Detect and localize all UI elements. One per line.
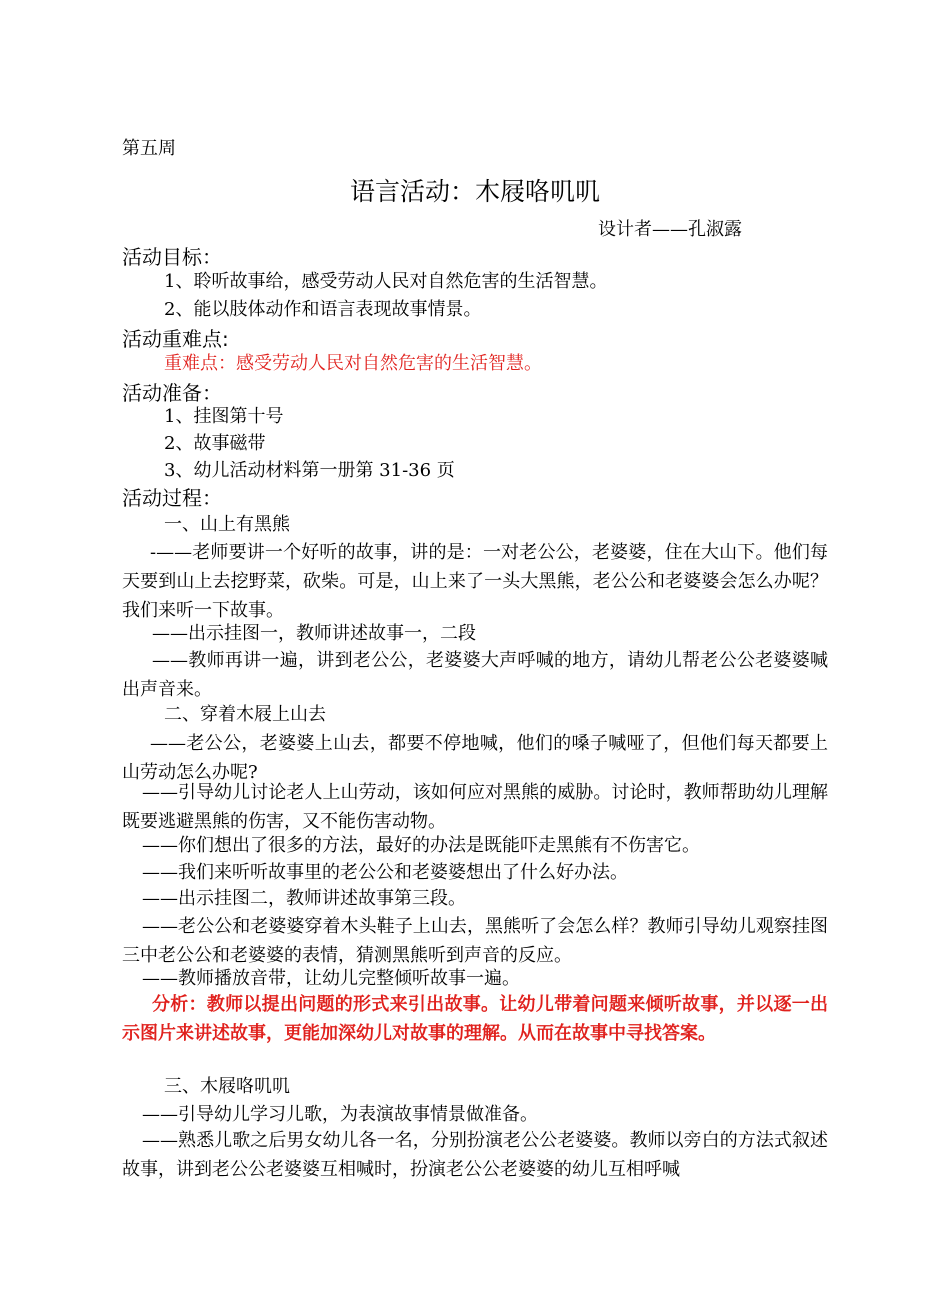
paragraph: ——教师播放音带，让幼儿完整倾听故事一遍。	[142, 968, 520, 989]
section-title: 二、穿着木屐上山去	[164, 704, 326, 725]
paragraph: ——我们来听听故事里的老公公和老婆婆想出了什么好办法。	[142, 862, 628, 883]
prep-item: 2、故事磁带	[164, 433, 266, 454]
prep-heading: 活动准备：	[122, 381, 222, 405]
prep-item: 1、挂图第十号	[164, 406, 284, 427]
page-title: 语言活动：木屐咯叽叽	[349, 177, 600, 206]
paragraph: -——老师要讲一个好听的故事，讲的是：一对老公公，老婆婆，住在大山下。他们每天要到山上去挖野菜，砍柴。可是，山上来了一头大黑熊，老公公和老婆婆会怎么办呢？我们来听一下故事。	[122, 542, 828, 621]
goal-item: 1、聆听故事给，感受劳动人民对自然危害的生活智慧。	[164, 271, 608, 292]
paragraph: ——你们想出了很多的方法，最好的办法是既能吓走黑熊有不伤害它。	[142, 835, 700, 856]
paragraph: ——老公公和老婆婆穿着木头鞋子上山去，黑熊听了会怎么样？教师引导幼儿观察挂图三中老公公和老婆婆的表情，猜测黑熊听到声音的反应。	[122, 916, 828, 966]
paragraph: ——熟悉儿歌之后男女幼儿各一名，分别扮演老公公老婆婆。教师以旁白的方法式叙述故事，讲到老公公老婆婆互相喊时，扮演老公公老婆婆的幼儿互相呼喊	[122, 1130, 828, 1180]
paragraph: ——出示挂图一，教师讲述故事一，二段	[152, 623, 476, 644]
goals-heading: 活动目标：	[122, 245, 222, 269]
paragraph: ——老公公，老婆婆上山去，都要不停地喊，他们的嗓子喊哑了，但他们每天都要上山劳动怎么办呢?	[122, 733, 828, 783]
process-heading: 活动过程：	[122, 486, 222, 510]
paragraph: ——引导幼儿学习儿歌，为表演故事情景做准备。	[142, 1104, 538, 1125]
week-label: 第五周	[122, 138, 176, 159]
paragraph: ——教师再讲一遍，讲到老公公，老婆婆大声呼喊的地方，请幼儿帮老公公老婆婆喊出声音来。	[122, 650, 828, 700]
paragraph: ——出示挂图二，教师讲述故事第三段。	[142, 888, 466, 909]
goal-item: 2、能以肢体动作和语言表现故事情景。	[164, 299, 482, 320]
section-title: 一、山上有黑熊	[164, 514, 290, 535]
section-title: 三、木屐咯叽叽	[164, 1076, 290, 1097]
designer-credit: 设计者——孔淑露	[598, 219, 742, 240]
prep-item: 3、幼儿活动材料第一册第 31-36 页	[164, 460, 455, 481]
analysis-note: 分析：教师以提出问题的形式来引出故事。让幼儿带着问题来倾听故事，并以逐一出示图片来讲述故事，更能加深幼儿对故事的理解。从而在故事中寻找答案。	[122, 994, 828, 1044]
key-heading: 活动重难点:	[122, 327, 229, 351]
paragraph: ——引导幼儿讨论老人上山劳动，该如何应对黑熊的威胁。讨论时，教师帮助幼儿理解既要逃避黑熊的伤害，又不能伤害动物。	[122, 782, 828, 832]
key-point: 重难点：感受劳动人民对自然危害的生活智慧。	[164, 353, 542, 374]
